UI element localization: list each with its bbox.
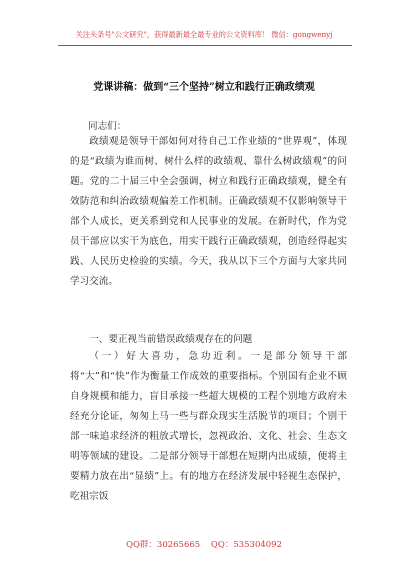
intro-paragraph: 政绩观是领导干部如何对待自己工作业绩的“世界观”，体现的是“政绩为谁而树、树什么样的政绩观、靠什么树政绩观”的问题。党的二十届三中全会强调，树立和践行正确政绩观，健全有效防范和纠治政绩观偏差工作机制。正确政绩观不仅影响领导干部个人成长，更关系到党和人民事业的发展。在新时代，作为党员干部应以实干为底色，用实干践行正确政绩观，创造经得起实践、人民历史检验的实绩。今天，我从以下三个方面与大家共同学习交流。 — [70, 136, 347, 287]
document-title: 党课讲稿：做到“三个坚持”树立和践行正确政绩观 — [93, 82, 315, 93]
section-heading: 一、要正视当前错误政绩观存在的问题 — [89, 334, 253, 345]
salutation: 同志们： — [88, 121, 127, 132]
header-divider — [58, 45, 352, 46]
footer-contact — [0, 538, 408, 550]
header-banner: 关注头条号"公文研究"，获得最新最全最专业的公文资料库！ 微信：gongwenyj — [75, 30, 333, 39]
footer-qq: QQ：535304092 — [210, 540, 282, 550]
footer-qq-group: QQ群：30265665 — [125, 540, 201, 550]
body-paragraph: （一）好大喜功，急功近利。一是部分领导干部将“大”和“快”作为衡量工作成效的重要指标。个别国有企业不顾自身规模和能力，盲目承接一些超大规模的工程个别地方政府未经充分论证，匆匆上马一些与群众现实生活脱节的项目；个别干部一味追求经济的粗放式增长，忽视政治、文化、社会、生态文明等领域的建设。二是部分领导干部想在短期内出成绩，便将主要精力放在出“显绩”上。有的地方在经济发展中轻视生态保护，吃祖宗饭 — [70, 351, 347, 502]
